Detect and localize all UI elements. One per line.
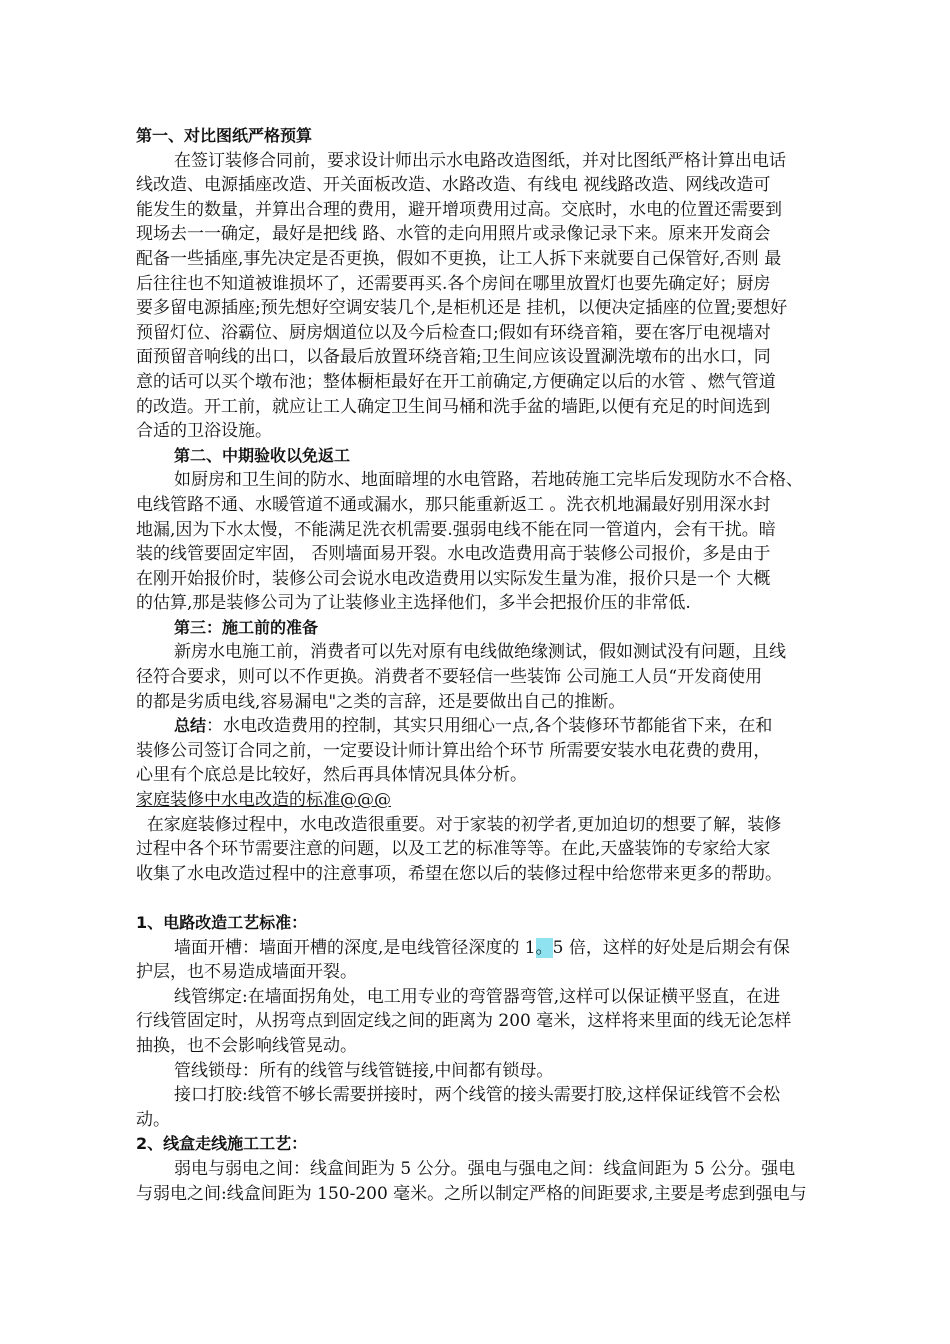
- part1-para1-text: 墙面开槽：墙面开槽的深度,是电线管径深度的 1: [174, 937, 536, 958]
- section1-line: 后往往也不知道被谁损坏了，还需要再买.各个房间在哪里放置灯也要先确定好；厨房: [136, 273, 771, 294]
- section2-line: 装的线管要固定牢固， 否则墙面易开裂。水电改造费用高于装修公司报价，多是由于: [136, 544, 771, 565]
- part1-para1-line: 护层，也不易造成墙面开裂。: [136, 962, 357, 983]
- section1-line: 预留灯位、浴霸位、厨房烟道位以及今后检查口;假如有环绕音箱，要在客厅电视墙对: [136, 322, 771, 343]
- text-cursor-highlight[interactable]: 。: [535, 937, 553, 958]
- section1-line: 现场去一一确定，最好是把线 路、水管的走向用照片或录像记录下来。原来开发商会: [136, 224, 771, 245]
- article-title-link-row: [136, 788, 876, 813]
- section1-line: 配备一些插座,事先决定是否更换，假如不更换，让工人拆下来就要自己保管好,否则 最: [136, 248, 782, 269]
- spacer: [136, 886, 876, 911]
- section1-line: 的改造。开工前，就应让工人确定卫生间马桶和洗手盆的墙距,以便有充足的时间选到: [136, 396, 771, 417]
- intro-line: 收集了水电改造过程中的注意事项，希望在您以后的装修过程中给您带来更多的帮助。: [136, 863, 782, 884]
- part2-line: 弱电与弱电之间：线盒间距为 5 公分。强电与强电之间：线盒间距为 5 公分。强电: [174, 1158, 796, 1179]
- section1-line: 在签订装修合同前，要求设计师出示水电路改造图纸，并对比图纸严格计算出电话: [174, 150, 786, 171]
- part1-para3-line: 管线锁母：所有的线管与线管链接,中间都有锁母。: [174, 1060, 554, 1081]
- part1-heading: 1、电路改造工艺标准：: [136, 913, 308, 932]
- section1-line: 合适的卫浴设施。: [136, 421, 272, 442]
- section2-line: 如厨房和卫生间的防水、地面暗埋的水电管路，若地砖施工完毕后发现防水不合格、: [174, 470, 803, 491]
- summary-line: [136, 714, 876, 739]
- part1-para2-line: 线管绑定:在墙面拐角处，电工用专业的弯管器弯管,这样可以保证横平竖直，在进: [174, 986, 781, 1007]
- section1-line: 要多留电源插座;预先想好空调安装几个,是柜机还是 挂机，以便决定插座的位置;要想好: [136, 298, 788, 319]
- part1-para1-text: 5 倍，这样的好处是后期会有保: [552, 937, 790, 958]
- part1-para2-line: 抽换，也不会影响线管晃动。: [136, 1035, 357, 1056]
- summary-line: 心里有个底总是比较好，然后再具体情况具体分析。: [136, 765, 527, 786]
- section2-line: 的估算,那是装修公司为了让装修业主选择他们，多半会把报价压的非常低.: [136, 593, 691, 614]
- section1-heading: 第一、对比图纸严格预算: [136, 126, 313, 145]
- summary-text: ：水电改造费用的控制，其实只用细心一点,各个装修环节都能省下来，在和: [206, 716, 773, 737]
- section1-line: 面预留音响线的出口，以备最后放置环绕音箱;卫生间应该设置涮洗墩布的出水口，同: [136, 347, 771, 368]
- section3-line: 径符合要求，则可以不作更换。消费者不要轻信一些装饰 公司施工人员“开发商使用: [136, 667, 763, 688]
- part1-para4-line: 动。: [136, 1109, 170, 1130]
- part1-para2-line: 行线管固定时，从拐弯点到固定线之间的距离为 200 毫米，这样将来里面的线无论怎样: [136, 1011, 792, 1032]
- section1-line: 意的话可以买个墩布池；整体橱柜最好在开工前确定,方便确定以后的水管 、燃气管道: [136, 371, 776, 392]
- document-body: [136, 124, 876, 1206]
- section3-line: 的都是劣质电线,容易漏电"之类的言辞，还是要做出自己的推断。: [136, 691, 626, 712]
- section2-heading: 第二、中期验收以免返工: [174, 445, 351, 465]
- summary-label: 总结: [174, 716, 207, 736]
- part2-heading: 2、线盒走线施工工艺：: [136, 1134, 308, 1154]
- section2-line: 地漏,因为下水太慢，不能满足洗衣机需要.强弱电线不能在同一管道内，会有干扰。暗: [136, 519, 776, 540]
- section2-line: 在刚开始报价时，装修公司会说水电改造费用以实际发生量为准，报价只是一个 大概: [136, 568, 771, 589]
- section1-line: 能发生的数量，并算出合理的费用，避开增项费用过高。交底时，水电的位置还需要到: [136, 199, 782, 220]
- part1-para1: [136, 936, 876, 961]
- section3-line: 新房水电施工前，消费者可以先对原有电线做绝缘测试，假如测试没有问题，且线: [174, 642, 786, 663]
- summary-line: 装修公司签订合同之前，一定要设计师计算出给个环节 所需要安装水电花费的费用，: [136, 740, 771, 761]
- part2-line: 与弱电之间:线盒间距为 150-200 毫米。之所以制定严格的间距要求,主要是考虑到强电与: [136, 1183, 807, 1204]
- article-title-link[interactable]: 家庭装修中水电改造的标准@@@: [136, 790, 391, 811]
- section3-heading: 第三：施工前的准备: [174, 617, 319, 637]
- part1-para4-line: 接口打胶:线管不够长需要拼接时，两个线管的接头需要打胶,这样保证线管不会松: [174, 1085, 781, 1106]
- intro-line: 在家庭装修过程中，水电改造很重要。对于家装的初学者,更加迫切的想要了解，装修: [136, 814, 782, 835]
- section2-line: 电线管路不通、水暖管道不通或漏水，那只能重新返工 。洗衣机地漏最好别用深水封: [136, 494, 771, 515]
- intro-line: 过程中各个环节需要注意的问题，以及工艺的标准等等。在此,天盛装饰的专家给大家: [136, 839, 771, 860]
- section1-line: 线改造、电源插座改造、开关面板改造、水路改造、有线电 视线路改造、网线改造可: [136, 175, 771, 196]
